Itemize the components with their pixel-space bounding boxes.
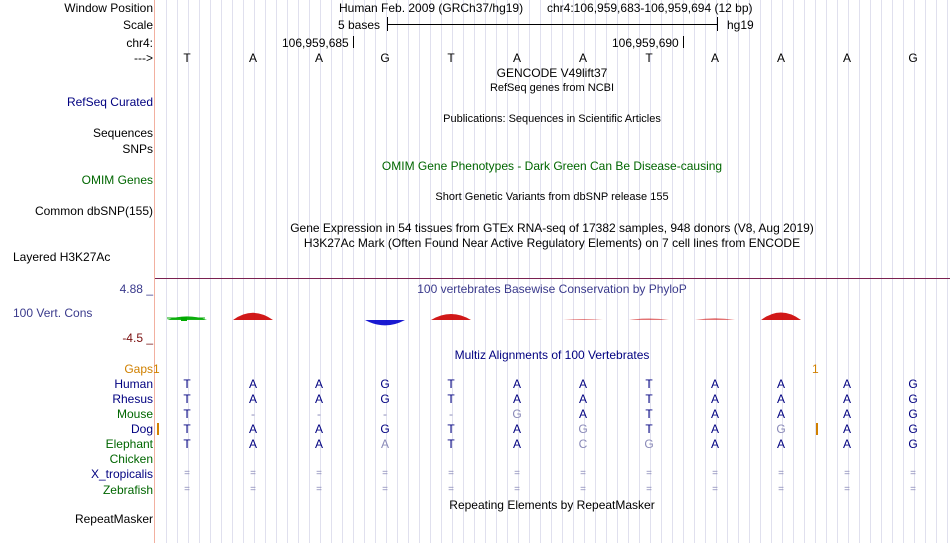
track-label-h3k27ac[interactable]: Layered H3K27Ac [13,250,111,264]
aligned-base: G [908,437,918,451]
aligned-base: = [514,484,520,495]
aligned-base: A [314,377,323,391]
aligned-base: A [248,377,257,391]
phylop-peak [563,319,603,320]
reference-base: T [183,51,191,65]
track-label-snps[interactable]: SNPs [122,142,153,156]
aligned-base: T [183,422,191,436]
aligned-base: T [447,422,455,436]
reference-base: A [710,51,719,65]
reference-base: A [578,51,587,65]
aligned-base: A [710,422,719,436]
aligned-base: G [908,377,918,391]
aligned-base: T [447,377,455,391]
aligned-base: = [910,468,916,479]
aligned-base: G [578,422,588,436]
coord-label-1: 106,959,685 [282,36,349,50]
insertion-marker [816,423,818,435]
strand-label: ---> [134,51,153,65]
position-readout: chr4:106,959,683-106,959,694 (12 bp) [547,1,753,15]
species-label[interactable]: Chicken [109,452,153,466]
dbsnp-title[interactable]: Short Genetic Variants from dbSNP release 155 [435,191,669,203]
track-label-sequences[interactable]: Sequences [92,126,153,140]
aligned-base: A [776,392,785,406]
aligned-base: T [183,437,191,451]
track-label-gaps[interactable]: Gaps [124,362,153,376]
aligned-base: A [842,422,851,436]
reference-base: G [380,51,390,65]
aligned-base: = [844,484,850,495]
reference-base: A [248,51,257,65]
aligned-base: A [710,392,719,406]
cons-min-label: -4.5 _ [122,331,153,345]
reference-base: T [645,51,653,65]
aligned-base: C [578,437,588,451]
aligned-base: = [646,484,652,495]
aligned-base: A [842,377,851,391]
phylop-peak [695,318,735,320]
species-label[interactable]: Zebrafish [102,483,153,497]
species-label[interactable]: Dog [130,422,153,436]
aligned-base: A [776,377,785,391]
aligned-base: A [512,377,521,391]
aligned-base: = [382,468,388,479]
h3k27ac-title[interactable]: H3K27Ac Mark (Often Found Near Active Regulatory Elements) on 7 cell lines from ENCODE [303,236,801,250]
aligned-base: = [184,468,190,479]
aligned-base: = [184,484,190,495]
aligned-base: T [645,407,653,421]
aligned-base: = [844,468,850,479]
aligned-base: G [908,392,918,406]
aligned-base: A [578,377,587,391]
scale-text: 5 bases [338,18,381,32]
publications-title[interactable]: Publications: Sequences in Scientific Articles [443,113,661,125]
aligned-base: G [380,377,390,391]
aligned-base: A [248,437,257,451]
multiz-title[interactable]: Multiz Alignments of 100 Vertebrates [454,348,650,362]
species-label[interactable]: Elephant [105,437,153,451]
aligned-base: = [580,468,586,479]
aligned-base: = [778,468,784,479]
reference-base: A [842,51,851,65]
aligned-base: G [908,407,918,421]
aligned-base: = [778,484,784,495]
aligned-base: = [250,484,256,495]
gap-count-right: 1 [812,362,819,376]
aligned-base: = [712,484,718,495]
aligned-base: = [448,468,454,479]
aligned-base: A [578,407,587,421]
aligned-base: T [645,392,653,406]
aligned-base: = [448,484,454,495]
aligned-base: A [512,437,521,451]
aligned-base: = [514,468,520,479]
aligned-base: A [710,437,719,451]
aligned-base: T [645,377,653,391]
aligned-base: A [776,407,785,421]
aligned-base: A [512,422,521,436]
scale-db: hg19 [727,18,754,32]
gap-count-left: 1 [153,362,160,376]
aligned-base: A [842,407,851,421]
aligned-base: A [578,392,587,406]
aligned-base: - [449,407,453,421]
assembly-title: Human Feb. 2009 (GRCh37/hg19) [339,1,524,15]
aligned-base: T [183,407,191,421]
reference-base: T [447,51,455,65]
gtex-title[interactable]: Gene Expression in 54 tissues from GTEx RNA-seq of 17382 samples, 948 donors (V8, Aug 2019) [290,221,814,235]
omim-title[interactable]: OMIM Gene Phenotypes - Dark Green Can Be Disease-causing [381,159,723,173]
track-label-repeatmasker[interactable]: RepeatMasker [74,512,153,526]
aligned-base: A [314,422,323,436]
aligned-base: T [183,392,191,406]
aligned-base: T [645,422,653,436]
aligned-base: A [314,437,323,451]
aligned-base: A [512,392,521,406]
repeatmasker-title[interactable]: Repeating Elements by RepeatMasker [449,498,655,512]
aligned-base: = [316,468,322,479]
aligned-base: - [317,407,321,421]
refseq-subtitle[interactable]: RefSeq genes from NCBI [489,82,615,94]
reference-base: G [908,51,918,65]
aligned-base: G [380,422,390,436]
aligned-base: T [183,377,191,391]
track-label-cons[interactable]: 100 Vert. Cons [13,306,93,320]
aligned-base: = [910,484,916,495]
aligned-base: G [644,437,654,451]
reference-base: A [776,51,785,65]
phylop-peak [629,319,669,321]
aligned-base: = [382,484,388,495]
aligned-base: A [248,392,257,406]
aligned-base: = [250,468,256,479]
phylop-peak [365,320,405,325]
phylop-peak [233,313,273,320]
track-label-omim[interactable]: OMIM Genes [81,173,153,187]
aligned-base: G [908,422,918,436]
aligned-base: A [380,437,389,451]
phylop-title[interactable]: 100 vertebrates Basewise Conservation by PhyloP [417,282,687,296]
aligned-base: - [383,407,387,421]
scale-row-label: Scale [122,18,153,32]
aligned-base: - [251,407,255,421]
species-label[interactable]: Rhesus [112,392,153,406]
aligned-base: G [776,422,786,436]
track-label-refseq[interactable]: RefSeq Curated [66,95,153,109]
chrom-label: chr4: [126,36,153,50]
insertion-marker [157,423,159,435]
aligned-base: G [512,407,522,421]
aligned-base: A [314,392,323,406]
aligned-base: A [842,437,851,451]
aligned-base: A [710,407,719,421]
species-label[interactable]: X_tropicalis [90,467,153,481]
reference-base: A [314,51,323,65]
aligned-base: A [776,437,785,451]
aligned-base: = [316,484,322,495]
phylop-peak [431,314,471,320]
species-label[interactable]: Mouse [116,407,153,421]
aligned-base: = [580,484,586,495]
aligned-base: A [842,392,851,406]
coord-label-2: 106,959,690 [612,36,679,50]
window-position-label: Window Position [64,1,153,15]
cons-max-label: 4.88 _ [119,282,153,296]
aligned-base: = [646,468,652,479]
aligned-base: A [248,422,257,436]
aligned-base: G [380,392,390,406]
phylop-peak [761,313,801,321]
aligned-base: A [710,377,719,391]
aligned-base: T [447,392,455,406]
track-label-dbsnp[interactable]: Common dbSNP(155) [34,204,153,218]
aligned-base: = [712,468,718,479]
aligned-base: T [447,437,455,451]
reference-base: A [512,51,521,65]
species-label[interactable]: Human [114,377,153,391]
gencode-title[interactable]: GENCODE V49lift37 [496,66,608,80]
